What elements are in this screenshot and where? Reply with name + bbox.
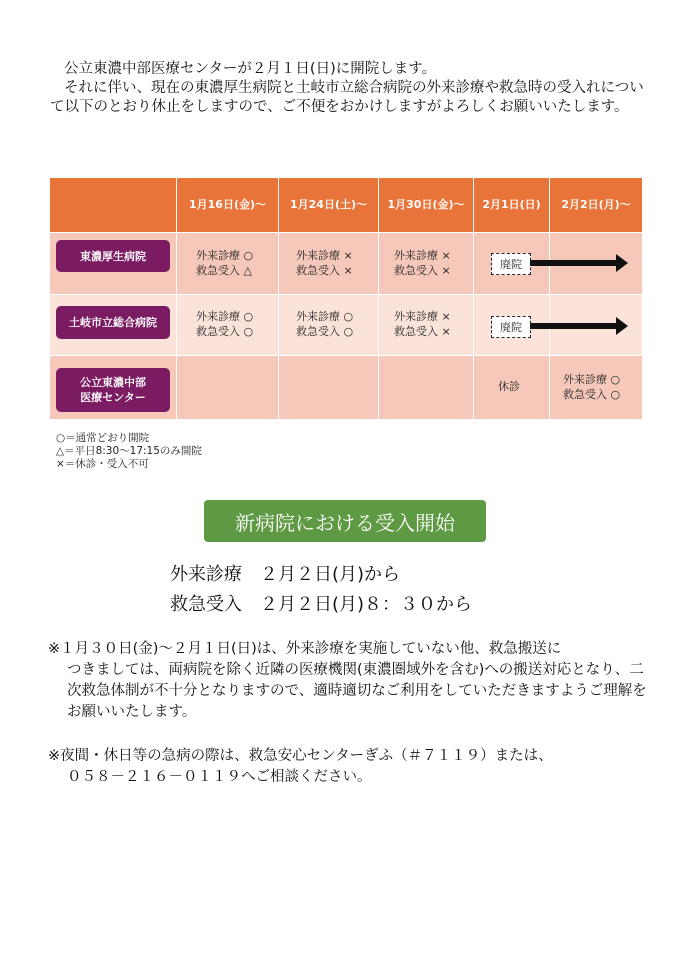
status-cell: 外来診療 ○ 救急受入 ○ bbox=[563, 373, 621, 401]
grid-line bbox=[50, 355, 642, 356]
note-first-line: ※夜間・休日等の急病の際は、救急安心センターぎふ（＃７１１９）または、 bbox=[48, 748, 553, 764]
status-cell: 外来診療 ○ 救急受入 △ bbox=[196, 249, 254, 277]
intro-text bbox=[50, 60, 650, 117]
note-body: ０５８－２１６－０１１９へご相談ください。 bbox=[67, 769, 372, 785]
column-header: 2月1日(日) bbox=[482, 198, 541, 211]
legend-item: ×＝休診・受入不可 bbox=[56, 458, 149, 470]
arrow-right-icon bbox=[530, 252, 630, 274]
hospital-label-toki-shiritsu: 土岐市立総合病院 bbox=[56, 306, 170, 339]
status-cell: 外来診療 × 救急受入 × bbox=[394, 310, 451, 338]
grid-line bbox=[50, 232, 642, 233]
status-cell: 外来診療 × 救急受入 × bbox=[394, 249, 451, 277]
arrow-right-icon bbox=[530, 315, 630, 337]
note-first-line: ※１月３０日(金)～２月１日(日)は、外来診療を実施していない他、救急搬送に bbox=[48, 641, 562, 657]
status-cell: 外来診療 ○ 救急受入 ○ bbox=[196, 310, 254, 338]
grid-line bbox=[278, 178, 279, 419]
emergency-start: 救急受入 ２月２日(月)８：３０から bbox=[170, 594, 473, 615]
legend bbox=[56, 432, 202, 471]
grid-line bbox=[549, 178, 550, 419]
grid-line bbox=[378, 178, 379, 419]
status-cell: 外来診療 ○ 救急受入 ○ bbox=[296, 310, 354, 338]
grid-line bbox=[473, 178, 474, 419]
status-cell: 休診 bbox=[498, 380, 520, 393]
intro-line-1: 公立東濃中部医療センターが２月１日(日)に開院します。 bbox=[64, 61, 437, 77]
grid-line bbox=[176, 178, 177, 419]
closed-badge: 廃院 bbox=[491, 253, 531, 275]
outpatient-start: 外来診療 ２月２日(月)から bbox=[170, 564, 401, 585]
closed-badge: 廃院 bbox=[491, 316, 531, 338]
schedule-table bbox=[50, 178, 642, 419]
hospital-label-tono-kosei: 東濃厚生病院 bbox=[56, 240, 170, 272]
intro-line-2: それに伴い、現在の東濃厚生病院と土岐市立総合病院の外来診療や救急時の受入れについて以下のとおり休止をしますので、ご不便をおかけしますがよろしくお願いいたします。 bbox=[50, 80, 644, 115]
column-header: 1月24日(土)～ bbox=[289, 198, 368, 211]
column-header: 1月16日(金)～ bbox=[188, 198, 267, 211]
column-header: 2月2日(月)～ bbox=[561, 198, 631, 211]
column-header: 1月30日(金)～ bbox=[387, 198, 465, 211]
grid-line bbox=[50, 294, 642, 295]
legend-item: △＝平日8:30～17:15のみ開院 bbox=[56, 445, 202, 457]
new-hospital-badge: 新病院における受入開始 bbox=[204, 500, 486, 542]
hospital-label-chubu-center: 公立東濃中部 医療センター bbox=[56, 368, 170, 412]
note-transport bbox=[48, 639, 654, 723]
legend-item: ○＝通常どおり開院 bbox=[56, 432, 150, 444]
note-body: つきましては、両病院を除く近隣の医療機関(東濃圏域外を含む)への搬送対応となり、二次救急体制が不十分となりますので、適時適切なご利用をしていただきますようご理解をお願いいたします。 bbox=[67, 662, 647, 720]
note-night-holiday bbox=[48, 746, 654, 788]
status-cell: 外来診療 × 救急受入 × bbox=[296, 249, 353, 277]
